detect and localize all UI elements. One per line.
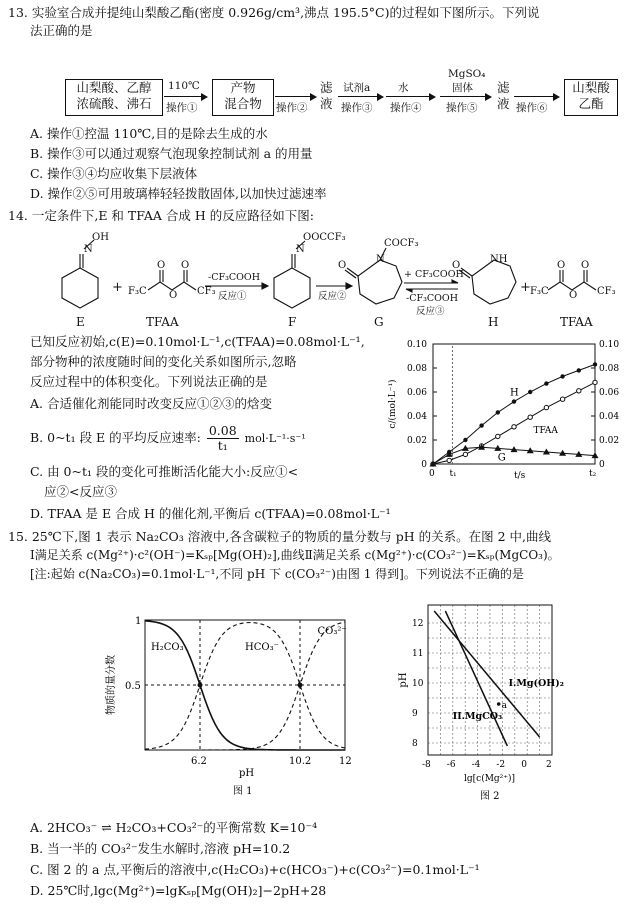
flow-arrow1 [164, 96, 206, 97]
x-axis-label: t/s [514, 471, 526, 481]
point-tfaa [577, 389, 581, 393]
tfaa2-chain [548, 282, 596, 290]
label-F: F [288, 315, 297, 329]
label-hco3: HCO₃⁻ [245, 642, 279, 653]
flow-reagent-a: 试剂a [343, 82, 371, 94]
q14-option-d: D. TFAA 是 E 合成 H 的催化剂,平衡后 c(TFAA)=0.08mol·L⁻¹ [30, 506, 391, 521]
q15-option-c: C. 图 2 的 a 点,平衡后的溶液中,c(H₂CO₃)+c(HCO₃⁻)+c(CO₃²⁻)=0.1mol·L⁻¹ [30, 862, 480, 877]
flow-mgso4-solid: 固体 [452, 82, 473, 94]
label-TFAA-product: TFAA [560, 315, 593, 329]
fig2-xtick: -2 [496, 760, 506, 770]
point-tfaa [560, 397, 564, 401]
tfaa2-cf3: CF₃ [597, 286, 616, 297]
q14-info-1: 已知反应初始,c(E)=0.10mol·L⁻¹,c(TFAA)=0.08mol·L⁻¹, [30, 334, 365, 349]
tfaa2-o2: O [581, 260, 590, 271]
tfaa2-o1: O [557, 260, 566, 271]
q15-stem-line3: [注:起始 c(Na₂CO₃)=0.1mol·L⁻¹,不同 pH 下 c(CO₃²⁻)由图 1 得到]。下列说法不正确的是 [30, 567, 524, 581]
q14-option-a: A. 合适催化剂能同时改变反应①②③的焓变 [30, 396, 272, 411]
tfaa2-f3c: F₃C [530, 286, 549, 297]
q13-option-c: C. 操作③④均应收集下层液体 [30, 166, 198, 181]
point-tfaa [463, 452, 467, 456]
x-tick-t1: t₁ [449, 469, 457, 479]
flow-box-ethyl-sorbate: 山梨酸 乙酯 [564, 79, 618, 116]
series-label-h: H [510, 387, 519, 399]
point-h [479, 423, 483, 427]
q14-info-3: 反应过程中的体积变化。下列说法正确的是 [30, 374, 268, 389]
flow-mgso4: MgSO₄ [448, 68, 486, 80]
q13-option-b: B. 操作③可以通过观察气泡现象控制试剂 a 的用量 [30, 146, 313, 161]
point-a-label: a [501, 701, 508, 711]
fig1-cross-point-1 [198, 683, 203, 688]
fig1-xlabel: pH [239, 768, 255, 779]
point-tfaa [447, 458, 451, 462]
fig2-ytick: 11 [412, 649, 424, 659]
q14-info-2: 部分物种的浓度随时间的变化关系如图所示,忽略 [30, 354, 297, 369]
flow-filtrate-b: 滤 液 [497, 80, 510, 111]
point-h [496, 410, 500, 414]
tfaa-cf3: CF₃ [197, 286, 216, 297]
tfaa-o2: O [181, 260, 190, 271]
flow-op4: 操作④ [390, 102, 422, 114]
arrow3-mid: -CF₃COOH [406, 293, 459, 304]
e-n-label: N [84, 244, 93, 255]
arrowhead-reaction2 [346, 283, 352, 289]
point-tfaa [544, 405, 548, 409]
flow-box-product-mixture: 产物 混合物 [212, 79, 274, 116]
x-tick-0: 0 [429, 469, 435, 479]
flow-arrow3 [338, 96, 382, 97]
label-curve-II: II.MgCO₃ [452, 711, 503, 722]
point-h [593, 362, 597, 366]
point-a [497, 702, 501, 706]
arrow1-bottom: 反应① [218, 291, 247, 302]
q14-reaction-scheme [0, 228, 643, 328]
q15-stem-line1: 15. 25℃下,图 1 表示 Na₂CO₃ 溶液中,各含碳粒子的物质的量分数与 pH 的关系。在图 2 中,曲线 [8, 529, 551, 544]
flow-arrow2 [275, 96, 315, 97]
q14-option-b: B. 0~t₁ 段 E 的平均反应速率: $\frac{0.08}{\text{t₁}}$ mol·L⁻¹·s⁻¹ [30, 423, 306, 453]
arrow3-bottom: 反应③ [416, 306, 445, 317]
tfaa-o-bridge: O [169, 290, 178, 301]
flow-box-reactants: 山梨酸、乙醇 浓硫酸、沸石 [65, 79, 163, 116]
flow-op1: 操作① [166, 102, 198, 114]
fig2-xtick: -8 [422, 760, 431, 770]
fig2-ytick: 10 [412, 679, 424, 689]
point-h [560, 374, 564, 378]
fig1-ytick-05: 0.5 [125, 681, 141, 692]
f-ooccf3: OOCCF₃ [303, 232, 346, 243]
flow-cond1: 110℃ [168, 80, 200, 92]
h-o: O [452, 260, 461, 271]
series-label-tfaa: TFAA [533, 426, 558, 437]
y-tick-label-right: 0.02 [599, 436, 620, 446]
q15-option-d: D. 25℃时,lgc(Mg²⁺)=lgKₛₚ[Mg(OH)₂]−2pH+28 [30, 883, 327, 898]
y-tick-label-left: 0 [421, 460, 427, 470]
point-h [463, 438, 467, 442]
point-tfaa [593, 380, 597, 384]
label-H: H [488, 315, 499, 329]
point-tfaa [528, 415, 532, 419]
arrowhead-reaction1 [262, 283, 268, 289]
y-tick-label-left: 0.10 [406, 340, 427, 350]
arrow1-top: -CF₃COOH [208, 272, 261, 283]
q15-stem-line2: Ⅰ满足关系 c(Mg²⁺)·c²(OH⁻)=Kₛₚ[Mg(OH)₂],曲线Ⅱ满足关系 c(Mg²⁺)·c(CO₃²⁻)=Kₛₚ(MgCO₃)。 [30, 548, 560, 562]
y-tick-label-right: 0.08 [599, 364, 620, 374]
fig2-title: 图 2 [480, 791, 500, 802]
fig1-xtick-102: 10.2 [289, 756, 312, 767]
g-n: N [376, 254, 385, 265]
q14-option-c-line2: 应②<反应③ [44, 484, 117, 499]
h-nh: NH [490, 254, 508, 265]
flow-arrow4 [386, 96, 434, 97]
x-tick-t2: t₂ [589, 469, 597, 479]
fig2-xlabel: lg[c(Mg²⁺)] [464, 774, 516, 784]
fig1-cross-point-2 [298, 683, 303, 688]
q15-option-a: A. 2HCO₃⁻ ⇌ H₂CO₃+CO₃²⁻的平衡常数 K=10⁻⁴ [30, 820, 318, 835]
y-tick-label-right: 0.04 [599, 412, 620, 422]
point-h [544, 381, 548, 385]
label-co3: CO₃²⁻ [317, 626, 347, 637]
fig1-title: 图 1 [233, 786, 253, 797]
arrow3-top: + CF₃COOH [404, 269, 464, 280]
optb-denominator: t₁ [217, 438, 228, 453]
y-axis-label: c/(mol·L⁻¹) [388, 379, 398, 429]
arrow2-bottom: 反应② [318, 291, 347, 302]
q13-option-a: A. 操作①控温 110℃,目的是除去生成的水 [30, 126, 268, 141]
label-curve-I: I.Mg(OH)₂ [508, 678, 564, 689]
fig2-xtick: -4 [471, 760, 481, 770]
g-ring [358, 260, 402, 304]
fig2-xtick: 2 [546, 760, 552, 770]
label-G: G [374, 315, 384, 329]
fig2-xtick: -6 [446, 760, 456, 770]
point-h [512, 399, 516, 403]
plus-1: + [112, 280, 123, 295]
fig2-ylabel: pH [398, 672, 409, 688]
label-TFAA: TFAA [146, 315, 179, 329]
g-cocf3: COCF₃ [384, 238, 419, 249]
flow-op6: 操作⑥ [516, 102, 548, 114]
tfaa-o1: O [157, 260, 166, 271]
fig2-ytick: 9 [412, 709, 418, 719]
q13-stem-line2: 法正确的是 [30, 23, 93, 38]
tfaa-f3c: F₃C [128, 286, 147, 297]
point-tfaa [496, 434, 500, 438]
fig1-ylabel: 物质的量分数 [106, 655, 117, 715]
g-o: O [338, 260, 347, 271]
label-h2co3: H₂CO₃ [151, 642, 184, 653]
point-h [528, 390, 532, 394]
flow-arrow5 [440, 96, 490, 97]
point-tfaa [512, 425, 516, 429]
fig2-xtick: 0 [521, 760, 527, 770]
flow-op5: 操作⑤ [446, 102, 478, 114]
e-ring [62, 268, 98, 308]
e-oh-label: OH [92, 232, 109, 243]
y-tick-label-right: 0.06 [599, 388, 620, 398]
y-tick-label-right: 0.10 [599, 340, 620, 350]
q14-concentration-chart [385, 332, 640, 492]
y-tick-label-right: 0 [599, 460, 605, 470]
y-tick-label-left: 0.04 [406, 412, 427, 422]
point-h [577, 368, 581, 372]
q14-option-c-line1: C. 由 0~t₁ 段的变化可推断活化能大小:反应①< [30, 464, 299, 479]
arrowhead-reaction3-rev [406, 289, 412, 292]
h-ring [472, 260, 516, 304]
fig2-ytick: 12 [412, 619, 424, 629]
f-ring [274, 268, 310, 308]
y-tick-label-left: 0.08 [406, 364, 427, 374]
q13-option-d: D. 操作②⑤可用玻璃棒轻轻拨散固体,以加快过滤速率 [30, 186, 327, 201]
q13-stem-line1: 13. 实验室合成并提纯山梨酸乙酯(密度 0.926g/cm³,沸点 195.5°C)的过程如下图所示。下列说 [8, 5, 540, 20]
f-n-label: N [296, 244, 305, 255]
q15-figure2 [400, 597, 565, 807]
tfaa2-o-bridge: O [569, 290, 578, 301]
fig1-xtick-62: 6.2 [191, 756, 207, 767]
y-tick-label-left: 0.02 [406, 436, 427, 446]
optb-numerator: 0.08 [208, 423, 237, 438]
q15-figure1 [100, 600, 360, 795]
flow-filtrate-a: 滤 液 [320, 80, 333, 111]
flow-arrow6 [514, 96, 558, 97]
q15-option-b: B. 当一半的 CO₃²⁻发生水解时,溶液 pH=10.2 [30, 841, 291, 856]
q14-stem: 14. 一定条件下,E 和 TFAA 合成 H 的反应路径如下图: [8, 208, 314, 223]
series-label-g: G [497, 452, 506, 464]
flow-op2: 操作② [276, 102, 308, 114]
fig2-ytick: 8 [412, 739, 418, 749]
arrowhead-reaction3-fwd [452, 280, 458, 283]
y-tick-label-left: 0.06 [406, 388, 427, 398]
tfaa-chain [148, 282, 196, 290]
label-E: E [76, 315, 85, 329]
line-mgco3 [445, 611, 507, 746]
fig1-xtick-12: 12 [339, 756, 352, 767]
plus-2: + [520, 280, 531, 295]
flow-op3: 操作③ [341, 102, 373, 114]
flow-water: 水 [398, 82, 409, 94]
fig1-ytick-1: 1 [135, 616, 142, 627]
